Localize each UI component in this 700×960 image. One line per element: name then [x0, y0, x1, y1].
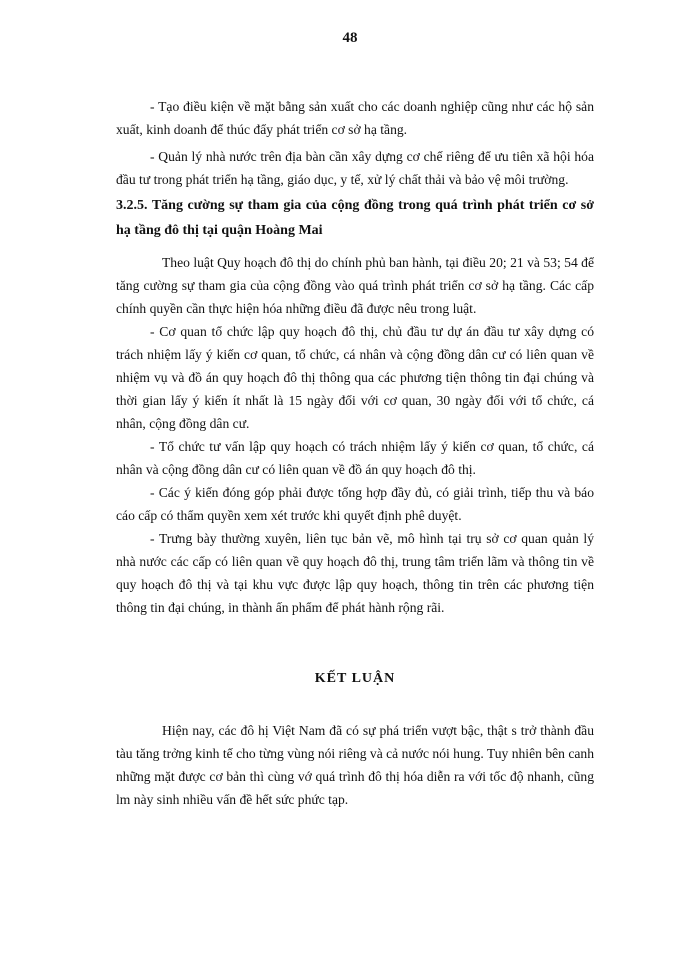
- list-item: - Các ý kiến đóng góp phải được tổng hợp đầy đủ, có giải trình, tiếp thu và báo cáo cấp có thẩm quyền xem xét trước khi quyết định phê duyệt.: [116, 485, 594, 523]
- list-item: - Trưng bày thường xuyên, liên tục bản vẽ, mô hình tại trụ sở cơ quan quản lý nhà nước các cấp có liên quan về quy hoạch đô thị, trung tâm triển lãm và thông tin về quy hoạch đô thị và tại khu vực được lập quy hoạch, thông tin trên các phương tiện thông tin đại chúng, in thành ấn phẩm để phát hành rộng rãi.: [116, 531, 594, 615]
- paragraph: - Quản lý nhà nước trên địa bàn cần xây dựng cơ chế riêng để ưu tiên xã hội hóa đầu tư trong phát triển hạ tầng, giáo dục, y tế, xử lý chất thải và bảo vệ môi trường.: [116, 149, 594, 187]
- list-item: - Cơ quan tổ chức lập quy hoạch đô thị, chủ đầu tư dự án đầu tư xây dựng có trách nhiệm lấy ý kiến cơ quan, tổ chức, cá nhân và cộng đồng dân cư có liên quan về nhiệm vụ và đồ án quy hoạch đô thị thông qua các phương tiện thông tin đại chúng và thời gian lấy ý kiến ít nhất là 15 ngày đối với cơ quan, 30 ngày đối với tổ chức, cá nhân, cộng đồng dân cư.: [116, 324, 594, 431]
- conclusion-title: KẾT LUẬN: [314, 671, 396, 686]
- paragraph: - Tạo điều kiện về mặt bằng sản xuất cho các doanh nghiệp cũng như các hộ sản xuất, kinh doanh để thúc đẩy phát triển cơ sở hạ tầng.: [116, 99, 594, 137]
- list-item: - Tổ chức tư vấn lập quy hoạch có trách nhiệm lấy ý kiến cơ quan, tổ chức, cá nhân và cộng đồng dân cư có liên quan về đồ án quy hoạch đô thị.: [116, 439, 594, 477]
- page-content: [116, 95, 594, 811]
- page-number: 48: [342, 30, 358, 46]
- section-heading: 3.2.5. Tăng cường sự tham gia của cộng đồng trong quá trình phát triển cơ sở hạ tầng đô thị tại quận Hoàng Mai: [116, 198, 594, 238]
- conclusion-text: Hiện nay, các đô hị Việt Nam đã có sự phá triển vượt bậc, thật s trở thành đầu tàu tăng trởng kinh tế cho từng vùng nói riêng và cả nước nói hung. Tuy nhiên bên canh những mặt được cơ bản thì cùng vớ quá trình đô thị hóa diễn ra với tốc độ nhanh, cũng lm này sinh nhiều vấn đề hết sức phức tạp.: [116, 723, 595, 807]
- section-intro: Theo luật Quy hoạch đô thị do chính phủ ban hành, tại điều 20; 21 và 53; 54 để tăng cường sự tham gia của cộng đồng vào quá trình phát triển cơ sở hạ tầng. Các cấp chính quyền cần thực hiện hóa những điều đã được nêu trong luật.: [116, 255, 594, 316]
